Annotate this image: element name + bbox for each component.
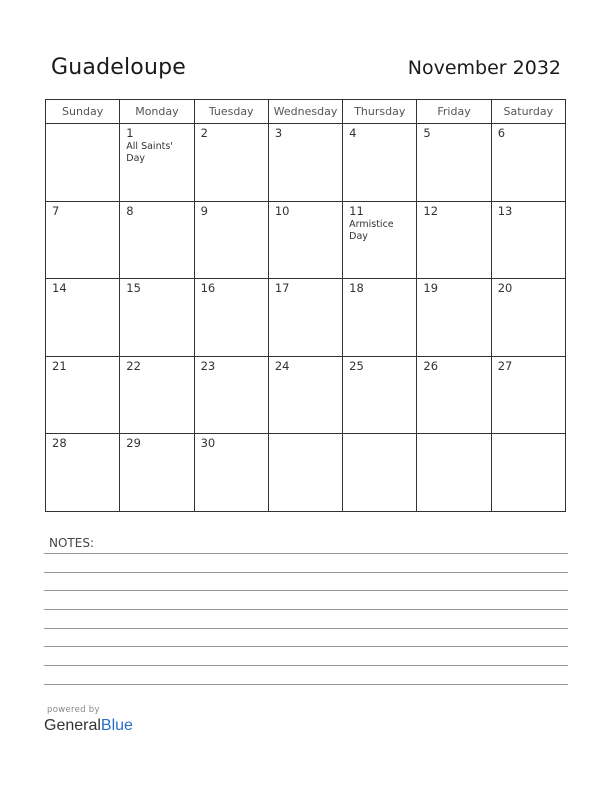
calendar-day-cell (46, 434, 120, 512)
day-cell-content (492, 124, 565, 143)
day-cell-content (195, 279, 268, 298)
calendar-day-cell (491, 124, 565, 202)
calendar-day-cell (120, 124, 194, 202)
calendar-week-row (46, 124, 566, 202)
day-number: 18 (349, 281, 364, 296)
calendar-day-cell (268, 356, 342, 434)
calendar-grid (45, 99, 566, 512)
day-number: 15 (126, 281, 141, 296)
calendar-day-cell (46, 124, 120, 202)
day-cell-content (46, 434, 119, 453)
notes-label: NOTES: (49, 536, 94, 550)
day-number: 20 (497, 281, 513, 296)
day-cell-content (417, 357, 490, 376)
notes-line (44, 553, 568, 554)
day-number: 27 (497, 358, 513, 373)
calendar-day-cell (120, 279, 194, 357)
day-cell-content (417, 124, 490, 143)
day-number: 1 (126, 126, 134, 140)
day-number: 4 (349, 126, 357, 140)
day-number: 13 (497, 203, 513, 218)
calendar-week-row (46, 434, 566, 512)
day-cell-content (46, 279, 119, 298)
weekday-header: Tuesday (194, 100, 268, 124)
day-cell-content (120, 279, 193, 298)
day-number: 10 (274, 203, 290, 218)
day-number: 7 (52, 203, 60, 218)
calendar-day-cell (343, 434, 417, 512)
weekday-header: Wednesday (268, 100, 342, 124)
day-number: 8 (126, 203, 134, 218)
calendar-day-cell (343, 124, 417, 202)
day-number: 19 (423, 281, 439, 296)
day-number: 29 (126, 436, 141, 451)
day-cell-content (46, 357, 119, 376)
calendar-week-row (46, 356, 566, 434)
day-number: 3 (274, 126, 283, 140)
calendar-day-cell (268, 201, 342, 279)
day-cell-content (417, 279, 490, 298)
holiday-label: All Saints' Day (126, 141, 173, 164)
day-number: 30 (200, 436, 216, 451)
day-number: 28 (52, 436, 67, 451)
day-number: 6 (497, 126, 506, 140)
day-cell-content (120, 434, 193, 453)
day-cell-content (269, 279, 342, 298)
notes-line (44, 590, 568, 591)
calendar-day-cell (194, 279, 268, 357)
day-cell-content (343, 357, 416, 376)
calendar-country-title: Guadeloupe (51, 55, 186, 80)
holiday-label: Armistice Day (349, 218, 394, 242)
calendar-week-row (46, 279, 566, 357)
calendar-day-cell (491, 201, 565, 279)
calendar-day-cell (194, 201, 268, 279)
day-cell-content (120, 124, 193, 168)
calendar-month-title: November 2032 (407, 57, 561, 79)
calendar-day-cell (46, 279, 120, 357)
notes-line (44, 684, 568, 685)
day-cell-content (269, 357, 342, 376)
day-number: 25 (349, 358, 364, 373)
day-cell-content (343, 434, 416, 440)
calendar-day-cell (194, 434, 268, 512)
day-number: 22 (126, 358, 141, 373)
calendar-day-cell (491, 434, 565, 512)
calendar-day-cell (120, 201, 194, 279)
calendar-day-cell (417, 434, 491, 512)
day-cell-content (120, 202, 193, 221)
calendar-week-row (46, 201, 566, 279)
weekday-header-row (46, 100, 566, 124)
day-number: 16 (200, 281, 216, 296)
day-cell-content (343, 124, 416, 143)
calendar-day-cell (194, 356, 268, 434)
calendar-day-cell (417, 279, 491, 357)
day-cell-content (417, 434, 490, 440)
day-cell-content (492, 357, 565, 376)
calendar-day-cell (343, 279, 417, 357)
calendar-day-cell (268, 124, 342, 202)
day-cell-content (195, 124, 268, 143)
weekday-header: Saturday (491, 100, 565, 124)
calendar-day-cell (46, 201, 120, 279)
notes-line (44, 609, 568, 610)
day-cell-content (46, 124, 119, 130)
brand-general-text: General (44, 717, 101, 734)
notes-line (44, 646, 568, 647)
calendar-day-cell (417, 124, 491, 202)
day-cell-content (269, 124, 342, 143)
calendar-day-cell (491, 279, 565, 357)
day-cell-content (492, 434, 565, 440)
day-number: 23 (200, 358, 216, 373)
weekday-header: Thursday (343, 100, 417, 124)
calendar-day-cell (194, 124, 268, 202)
day-cell-content (269, 202, 342, 221)
day-number: 9 (200, 203, 208, 218)
day-number: 2 (200, 126, 208, 140)
day-cell-content (343, 202, 416, 246)
brand-blue-text: Blue (100, 717, 133, 734)
generalblue-logo (44, 717, 133, 735)
day-number: 12 (423, 203, 439, 218)
day-number: 17 (274, 281, 290, 296)
day-number: 14 (52, 281, 67, 296)
weekday-header: Friday (417, 100, 491, 124)
calendar-day-cell (343, 201, 417, 279)
day-cell-content (46, 202, 119, 221)
calendar-day-cell (268, 279, 342, 357)
notes-line (44, 628, 568, 629)
day-number: 5 (423, 126, 431, 140)
calendar-day-cell (491, 356, 565, 434)
day-cell-content (120, 357, 193, 376)
day-cell-content (492, 202, 565, 221)
day-number: 26 (423, 358, 439, 373)
weekday-header: Sunday (46, 100, 120, 124)
calendar-day-cell (417, 356, 491, 434)
calendar-day-cell (46, 356, 120, 434)
day-cell-content (195, 357, 268, 376)
day-cell-content (269, 434, 342, 440)
day-cell-content (343, 279, 416, 298)
weekday-header: Monday (120, 100, 194, 124)
calendar-day-cell (120, 434, 194, 512)
calendar-day-cell (343, 356, 417, 434)
day-cell-content (195, 202, 268, 221)
notes-line (44, 665, 568, 666)
calendar-day-cell (120, 356, 194, 434)
notes-line (44, 572, 568, 573)
day-cell-content (417, 202, 490, 221)
day-number: 11 (349, 203, 364, 218)
calendar-day-cell (417, 201, 491, 279)
day-number: 21 (52, 358, 67, 373)
day-cell-content (195, 434, 268, 453)
powered-by-text: powered by (47, 705, 100, 715)
day-number: 24 (274, 358, 290, 373)
day-cell-content (492, 279, 565, 298)
calendar-day-cell (268, 434, 342, 512)
